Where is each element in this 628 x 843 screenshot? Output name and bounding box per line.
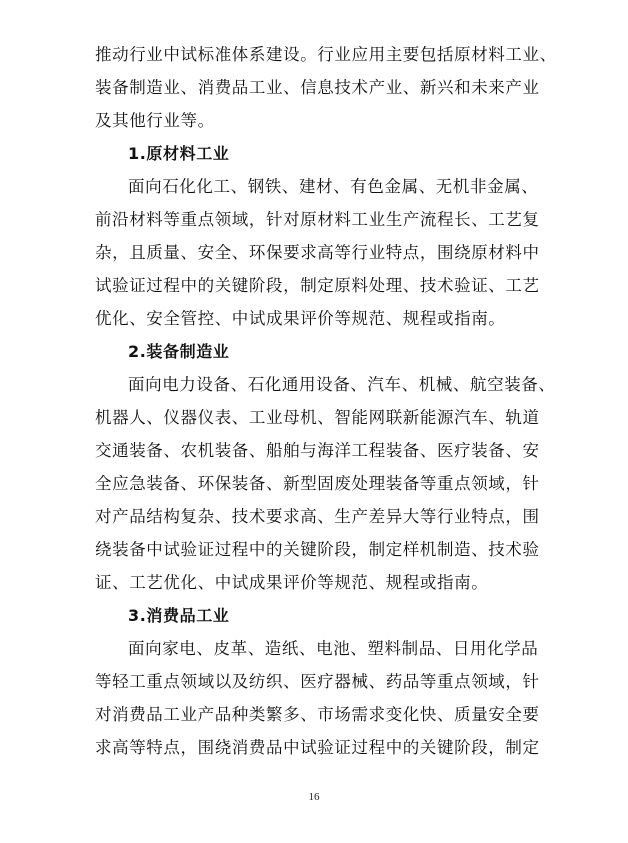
- text-line: 面向电力设备、石化通用设备、汽车、机械、航空装备、: [128, 375, 556, 394]
- section-raw-materials: [95, 137, 540, 335]
- text-line: 面向石化化工、钢铁、建材、有色金属、无机非金属、: [128, 177, 539, 196]
- text-line: 交通装备、农机装备、船舶与海洋工程装备、医疗装备、安: [95, 441, 540, 460]
- text-line: 前沿材料等重点领域，针对原材料工业生产流程长、工艺复: [95, 210, 540, 229]
- text-line: 对产品结构复杂、技术要求高、生产差异大等行业特点，围: [95, 507, 540, 526]
- text-line: 试验证过程中的关键阶段，制定原料处理、技术验证、工艺: [95, 276, 540, 295]
- intro-paragraph: [95, 38, 557, 137]
- text-line: 推动行业中试标准体系建设。行业应用主要包括原材料工业、: [95, 45, 557, 64]
- page-number: 16: [308, 791, 320, 803]
- text-line: 装备制造业、消费品工业、信息技术产业、新兴和未来产业: [95, 78, 540, 97]
- text-line: 求高等特点，围绕消费品中试验证过程中的关键阶段，制定: [95, 738, 540, 757]
- document-body: [95, 38, 557, 764]
- section-consumer-goods: [95, 599, 540, 764]
- text-line: 优化、安全管控、中试成果评价等规范、规程或指南。: [95, 309, 506, 328]
- text-line: 全应急装备、环保装备、新型固废处理装备等重点领域，针: [95, 474, 540, 493]
- text-line: 杂，且质量、安全、环保要求高等行业特点，围绕原材料中: [95, 243, 540, 262]
- text-line: 等轻工重点领域以及纺织、医疗器械、药品等重点领域，针: [95, 672, 540, 691]
- text-line: 及其他行业等。: [95, 111, 215, 130]
- section-heading: 2.装备制造业: [128, 342, 230, 361]
- section-equipment-manufacturing: [95, 335, 556, 599]
- section-heading: 1.原材料工业: [128, 144, 230, 163]
- text-line: 绕装备中试验证过程中的关键阶段，制定样机制造、技术验: [95, 540, 540, 559]
- text-line: 机器人、仪器仪表、工业母机、智能网联新能源汽车、轨道: [95, 408, 540, 427]
- text-line: 面向家电、皮革、造纸、电池、塑料制品、日用化学品: [128, 639, 539, 658]
- section-heading: 3.消费品工业: [128, 606, 230, 625]
- text-line: 证、工艺优化、中试成果评价等规范、规程或指南。: [95, 573, 489, 592]
- text-line: 对消费品工业产品种类繁多、市场需求变化快、质量安全要: [95, 705, 540, 724]
